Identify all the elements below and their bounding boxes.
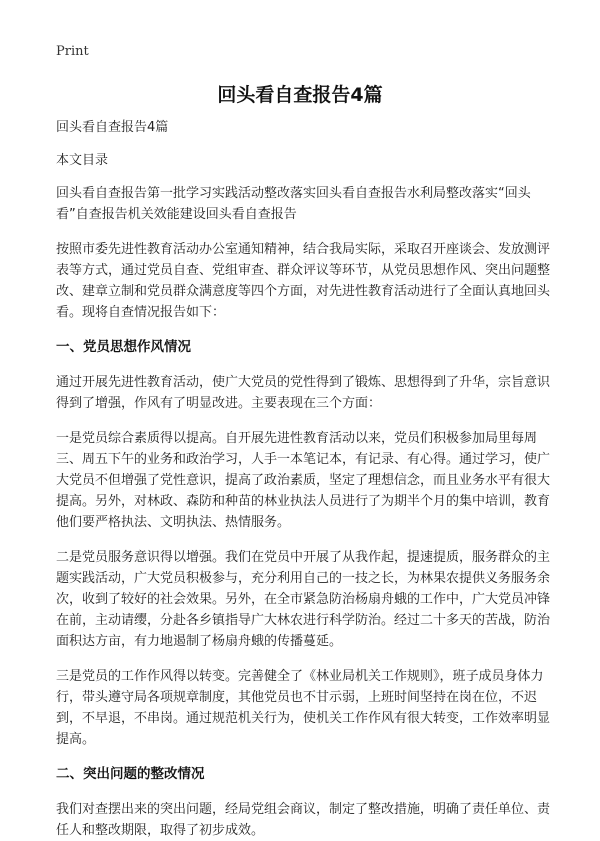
section-heading-1: 一、党员思想作风情况 [56,339,191,355]
section1-paragraph-2: 二是党员服务意识得以增强。我们在党员中开展了从我作起，提速提质，服务群众的主题实践活动，广大党员积极参与，充分利用自己的一技之长，为林果农提供义务服务余次，收到了较好的社会效果。另外，在全市紧急防治杨扇舟蛾的工作中，广大党员冲锋在前，主动请缨，分赴各乡镇指导广大林农进行科学防治。经过二十多天的苦战，防治面积达方亩，有力地遏制了杨扇舟蛾的传播蔓延。 [56,550,551,649]
section1-paragraph-1: 一是党员综合素质得以提高。自开展先进性教育活动以来，党员们积极参加局里每周三、周五下午的业务和政治学习，人手一本笔记本，有记录、有心得。通过学习，使广大党员不但增强了党性意识，提高了政治素质，坚定了理想信念，而且业务水平有很大提高。另外，对林政、森防和种苗的林业执法人员进行了为期半个月的集中培训，教育他们要严格执法、文明执法、热情服务。 [56,431,551,530]
section1-intro-paragraph: 通过开展先进性教育活动，使广大党员的党性得到了锻炼、思想得到了升华，宗旨意识得到了增强，作风有了明显改进。主要表现在三个方面： [56,375,551,411]
document-title: 回头看自查报告4篇 [217,84,383,106]
document-subtitle: 回头看自查报告4篇 [56,120,169,135]
toc-heading: 本文目录 [56,153,109,168]
section-heading-2: 二、突出问题的整改情况 [56,766,205,782]
print-link[interactable]: Print [56,44,89,59]
section1-paragraph-3: 三是党员的工作作风得以转变。完善健全了《林业局机关工作规则》，班子成员身体力行，带头遵守局各项规章制度，其他党员也不甘示弱，上班时间坚持在岗在位，不迟到，不早退，不串岗。通过规范机关行为，使机关工作作风有很大转变，工作效率明显提高。 [56,669,551,747]
intro-paragraph: 按照市委先进性教育活动办公室通知精神，结合我局实际，采取召开座谈会、发放测评表等方式，通过党员自查、党组审查、群众评议等环节，从党员思想作风、突出问题整改、建章立制和党员群众满意度等四个方面，对先进性教育活动进行了全面认真地回头看。现将自查情况报告如下： [56,242,551,320]
section2-paragraph-1: 我们对查摆出来的突出问题，经局党组会商议，制定了整改措施，明确了责任单位、责任人和整改期限，取得了初步成效。 [56,802,551,838]
toc-list: 回头看自查报告第一批学习实践活动整改落实回头看自查报告水利局整改落实“回头看”自查报告机关效能建设回头看自查报告 [56,186,531,222]
document-body [56,117,550,841]
